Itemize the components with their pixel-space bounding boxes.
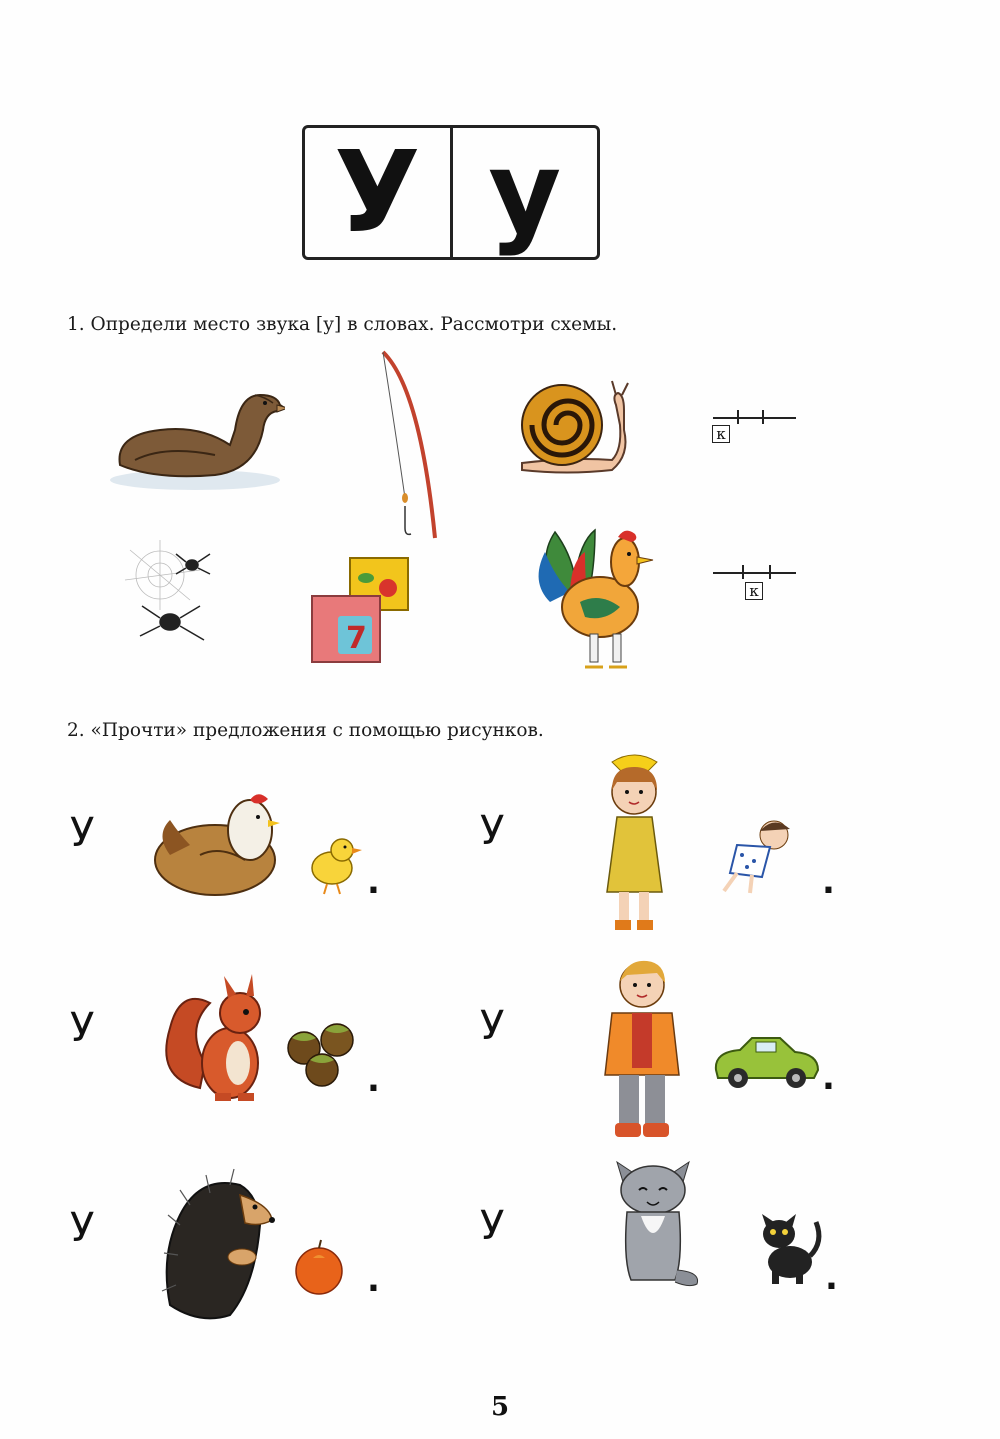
- sentence-1-period: .: [367, 862, 380, 902]
- hen-picture: [150, 775, 285, 900]
- rooster-picture: [525, 522, 665, 677]
- sentence-6-period: .: [825, 1258, 838, 1298]
- task-1-instruction: 1. Определи место звука [у] в словах. Рассмотри схемы.: [67, 314, 618, 335]
- scheme-1-letter-box: к: [712, 425, 730, 443]
- hedgehog-picture: [160, 1165, 280, 1325]
- svg-text:7: 7: [346, 621, 367, 656]
- sentence-2-letter: У: [480, 808, 505, 854]
- sentence-2-period: .: [822, 862, 835, 902]
- sentence-6-letter: У: [480, 1203, 505, 1249]
- sentence-5-letter: У: [70, 1205, 95, 1251]
- fishing-rod-picture: [375, 348, 445, 548]
- snail-picture: [512, 375, 632, 480]
- boy-picture: [597, 955, 687, 1150]
- spiders-picture: [120, 540, 220, 650]
- upper-letter: У: [305, 128, 453, 257]
- apple-picture: [288, 1238, 350, 1296]
- cat-picture: [603, 1160, 703, 1290]
- doll-picture: [712, 815, 797, 895]
- hazelnuts-picture: [282, 1018, 362, 1088]
- kitten-picture: [752, 1212, 830, 1292]
- sentence-5-period: .: [367, 1260, 380, 1300]
- page-number: 5: [490, 1392, 510, 1422]
- girl-picture: [597, 752, 672, 937]
- sentence-4-letter: У: [480, 1003, 505, 1049]
- sentence-3-letter: У: [70, 1005, 95, 1051]
- task-2-instruction: 2. «Прочти» предложения с помощью рисунков.: [67, 720, 544, 741]
- squirrel-picture: [160, 968, 270, 1108]
- sentence-1-letter: У: [70, 810, 95, 856]
- scheme-2-letter-box: к: [745, 582, 763, 600]
- letter-card: [302, 125, 600, 260]
- toy-car-picture: [710, 1030, 822, 1090]
- toy-blocks-picture: [308, 548, 418, 668]
- sentence-4-period: .: [822, 1058, 835, 1098]
- chick-picture: [302, 830, 364, 898]
- duck-picture: [105, 375, 285, 495]
- sentence-3-period: .: [367, 1060, 380, 1100]
- lower-letter: у: [488, 127, 562, 258]
